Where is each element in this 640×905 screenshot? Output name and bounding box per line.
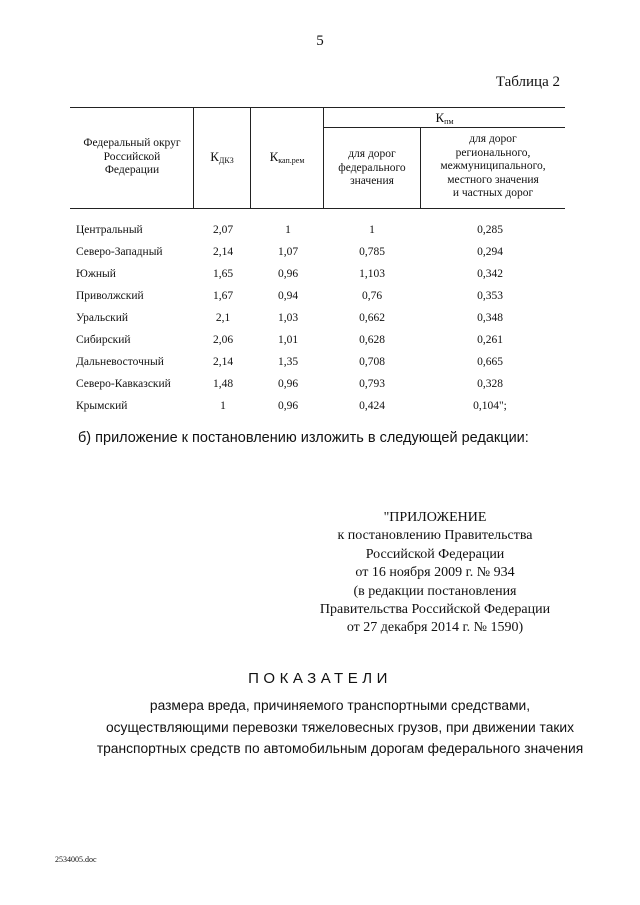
cell-kkap: 0,94 — [277, 290, 299, 302]
cell-district: Сибирский — [76, 334, 131, 346]
cell-kdkz: 1,67 — [212, 290, 234, 302]
appendix-header — [300, 509, 570, 638]
cell-district: Северо-Кавказский — [76, 378, 171, 390]
header-kkap — [251, 150, 323, 168]
amendment-paragraph: б) приложение к постановлению изложить в следующей редакции: — [78, 430, 529, 446]
appendix-line: от 16 ноября 2009 г. № 934 — [355, 565, 515, 581]
cell-regional: 0,665 — [477, 356, 503, 368]
header-regional-line: для дорог — [469, 133, 517, 145]
appendix-line: Правительства Российской Федерации — [319, 602, 551, 618]
section-description — [40, 695, 640, 760]
cell-regional: 0,261 — [477, 334, 503, 346]
cell-kdkz: 2,06 — [212, 334, 234, 346]
table-header-bottom-border — [70, 208, 565, 209]
header-kkap-letter: К — [269, 149, 279, 164]
cell-kdkz: 1 — [220, 400, 226, 412]
header-district — [72, 137, 192, 178]
cell-kdkz: 2,1 — [215, 312, 231, 324]
table-row — [0, 334, 640, 354]
cell-district: Приволжский — [76, 290, 144, 302]
cell-regional: 0,348 — [477, 312, 503, 324]
header-federal-line: федерального — [338, 161, 406, 174]
section-heading: ПОКАЗАТЕЛИ — [248, 670, 392, 687]
cell-regional: 0,342 — [477, 268, 503, 280]
header-district-line: Федерации — [104, 164, 160, 176]
table-row — [0, 290, 640, 310]
page-number: 5 — [316, 33, 324, 49]
file-reference: 2534005.doc — [55, 855, 97, 864]
header-district-line: Федеральный округ — [83, 137, 181, 149]
header-regional-line: межмуниципального, — [440, 160, 546, 172]
description-line: размера вреда, причиняемого транспортными средствами, — [149, 698, 531, 713]
appendix-line: (в редакции постановления — [353, 583, 517, 599]
cell-kkap: 0,96 — [277, 378, 299, 390]
table-row — [0, 224, 640, 244]
cell-federal: 0,628 — [359, 334, 385, 346]
header-regional-roads — [421, 133, 565, 201]
cell-federal: 0,76 — [361, 290, 383, 302]
cell-district: Дальневосточный — [76, 356, 164, 368]
table-row — [0, 312, 640, 332]
cell-federal: 1 — [369, 224, 375, 236]
cell-kkap: 0,96 — [277, 400, 299, 412]
table-row — [0, 356, 640, 376]
header-kpm — [324, 111, 565, 129]
cell-district: Крымский — [76, 400, 128, 412]
header-kdkz-letter: К — [210, 149, 219, 164]
cell-federal: 0,785 — [359, 246, 385, 258]
header-kpm-subscript: пм — [444, 117, 454, 126]
cell-regional: 0,353 — [477, 290, 503, 302]
appendix-line: "ПРИЛОЖЕНИЕ — [383, 510, 487, 525]
cell-kdkz: 2,07 — [212, 224, 234, 236]
header-regional-line: регионального, — [455, 146, 531, 159]
cell-district: Южный — [76, 268, 116, 280]
cell-kdkz: 2,14 — [212, 356, 234, 368]
header-federal-roads — [324, 148, 420, 189]
cell-federal: 0,662 — [359, 312, 385, 324]
table-row — [0, 400, 640, 420]
description-line: осуществляющими перевозки тяжеловесных грузов, при движении таких — [105, 719, 575, 735]
appendix-line: к постановлению Правительства — [337, 528, 533, 544]
cell-kkap: 1 — [285, 224, 291, 236]
cell-federal: 1,103 — [359, 268, 385, 280]
cell-federal: 0,708 — [359, 356, 385, 368]
cell-kdkz: 1,48 — [212, 378, 234, 390]
table-row — [0, 246, 640, 266]
cell-regional: 0,104"; — [473, 400, 507, 412]
table-label: Таблица 2 — [495, 74, 560, 90]
cell-kdkz: 1,65 — [212, 268, 234, 280]
cell-kkap: 1,35 — [277, 356, 299, 368]
cell-kkap: 1,03 — [277, 312, 299, 324]
cell-federal: 0,793 — [359, 378, 385, 390]
header-kdkz — [194, 150, 250, 168]
table-row — [0, 378, 640, 398]
table-row — [0, 268, 640, 288]
header-district-line: Российской — [103, 150, 161, 163]
cell-kkap: 0,96 — [277, 268, 299, 280]
cell-regional: 0,294 — [477, 246, 503, 258]
header-federal-line: для дорог — [348, 148, 396, 160]
cell-kkap: 1,01 — [277, 334, 299, 346]
header-regional-line: и частных дорог — [452, 187, 534, 199]
description-line: транспортных средств по автомобильным дорогам федерального значения — [96, 741, 584, 756]
cell-district: Центральный — [76, 224, 143, 236]
header-kpm-letter: К — [435, 110, 445, 125]
table-top-border — [70, 107, 565, 108]
appendix-line: от 27 декабря 2014 г. № 1590) — [346, 620, 524, 636]
cell-kkap: 1,07 — [277, 246, 299, 258]
cell-district: Северо-Западный — [76, 246, 163, 258]
cell-district: Уральский — [76, 312, 129, 324]
cell-kdkz: 2,14 — [212, 246, 234, 258]
cell-regional: 0,285 — [477, 224, 503, 236]
cell-regional: 0,328 — [477, 378, 503, 390]
header-kdkz-subscript: ДКЗ — [218, 156, 234, 165]
appendix-line: Российской Федерации — [365, 546, 505, 562]
header-regional-line: местного значения — [447, 173, 539, 186]
cell-federal: 0,424 — [359, 400, 385, 412]
header-federal-line: значения — [350, 175, 394, 187]
header-kkap-subscript: кап.рем — [278, 156, 305, 165]
